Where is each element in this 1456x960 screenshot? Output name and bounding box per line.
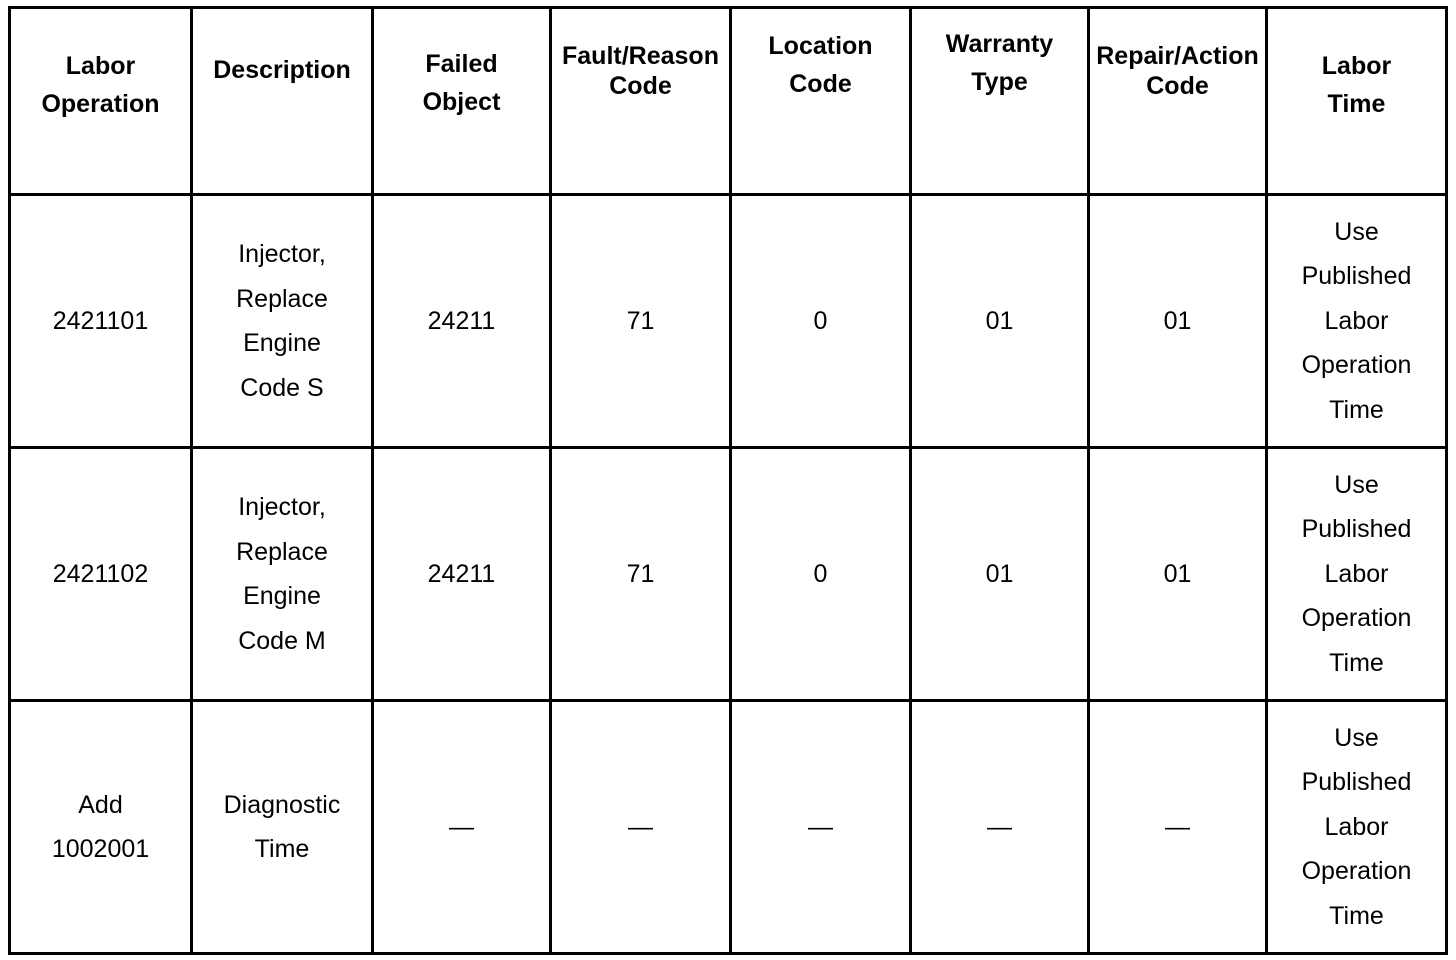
- cell-labor-operation: 2421102: [10, 448, 192, 701]
- cell-labor-time: Use Published Labor Operation Time: [1267, 195, 1447, 448]
- cell-repair-action-code: —: [1089, 701, 1267, 954]
- header-fault-reason-code-label: Fault/Reason Code: [562, 42, 719, 100]
- cell-failed-object: 24211: [373, 195, 551, 448]
- cell-repair-action-code: 01: [1089, 448, 1267, 701]
- header-failed-object-label: Failed Object: [422, 50, 501, 116]
- header-description-label: Description: [213, 56, 351, 84]
- header-fault-reason-code: [551, 8, 731, 195]
- cell-warranty-type: 01: [911, 195, 1089, 448]
- cell-labor-operation: 2421101: [10, 195, 192, 448]
- cell-labor-time: Use Published Labor Operation Time: [1267, 448, 1447, 701]
- table-row: [10, 195, 1447, 448]
- cell-description: Diagnostic Time: [192, 701, 373, 954]
- header-warranty-type: [911, 8, 1089, 195]
- header-labor-time-label: Labor Time: [1321, 52, 1392, 118]
- cell-fault-reason-code: 71: [551, 195, 731, 448]
- header-failed-object: [373, 8, 551, 195]
- header-labor-operation: [10, 8, 192, 195]
- table-row: [10, 448, 1447, 701]
- cell-warranty-type: —: [911, 701, 1089, 954]
- header-labor-time: [1267, 8, 1447, 195]
- cell-fault-reason-code: —: [551, 701, 731, 954]
- cell-description: Injector, Replace Engine Code M: [192, 448, 373, 701]
- cell-labor-time: Use Published Labor Operation Time: [1267, 701, 1447, 954]
- cell-warranty-type: 01: [911, 448, 1089, 701]
- cell-labor-operation: Add 1002001: [10, 701, 192, 954]
- cell-failed-object: 24211: [373, 448, 551, 701]
- header-repair-action-code: [1089, 8, 1267, 195]
- header-description: [192, 8, 373, 195]
- cell-repair-action-code: 01: [1089, 195, 1267, 448]
- header-warranty-type-label: Warranty Type: [945, 30, 1054, 96]
- table-header-row: [10, 8, 1447, 195]
- header-repair-action-code-label: Repair/Action Code: [1096, 42, 1259, 100]
- cell-location-code: 0: [731, 448, 911, 701]
- labor-operations-table: [8, 6, 1448, 955]
- header-labor-operation-label: Labor Operation: [41, 52, 160, 118]
- header-location-code: [731, 8, 911, 195]
- table-row: [10, 701, 1447, 954]
- cell-description: Injector, Replace Engine Code S: [192, 195, 373, 448]
- header-location-code-label: Location Code: [768, 32, 873, 98]
- cell-failed-object: —: [373, 701, 551, 954]
- cell-fault-reason-code: 71: [551, 448, 731, 701]
- cell-location-code: 0: [731, 195, 911, 448]
- cell-location-code: —: [731, 701, 911, 954]
